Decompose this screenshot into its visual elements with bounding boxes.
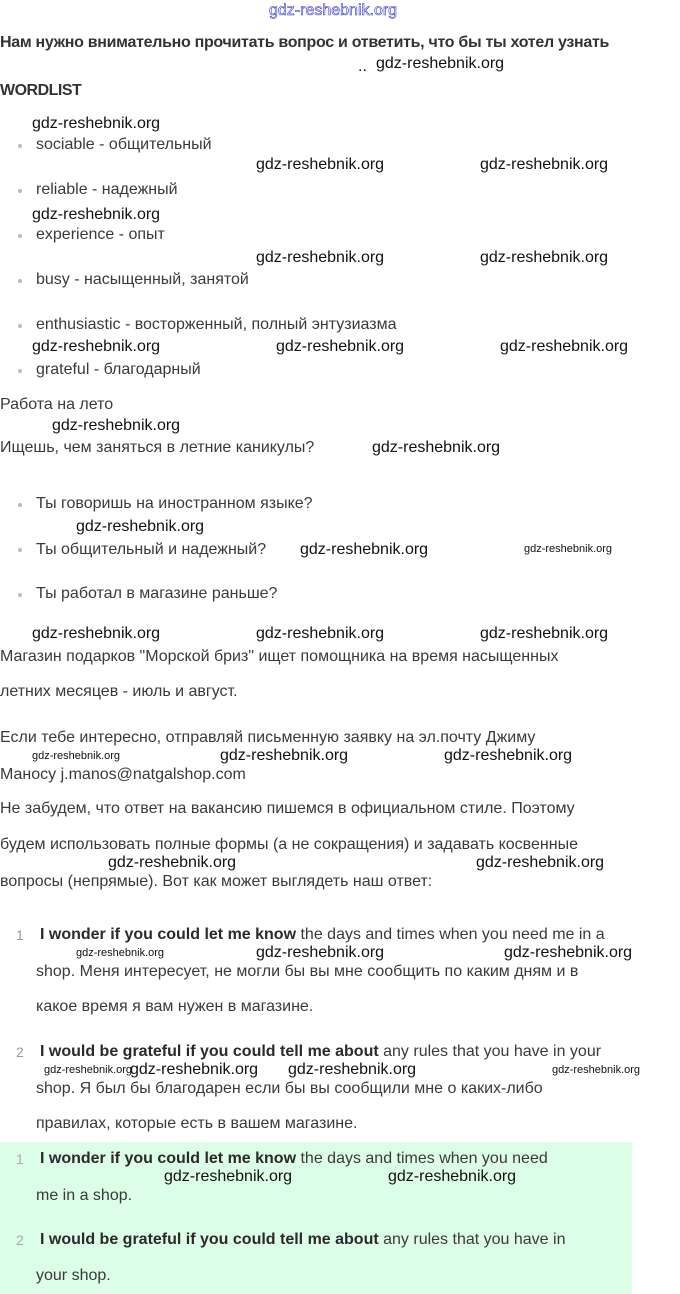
ad-paragraph-line: Магазин подарков "Морской бриз" ищет помощника на время насыщенных	[0, 648, 559, 665]
watermark: gdz-reshebnik.org	[372, 439, 501, 456]
watermark: gdz-reshebnik.org	[500, 338, 629, 355]
list-item: Ты работал в магазине раньше?	[36, 585, 278, 602]
answer-text: any rules that you have in your	[378, 1043, 602, 1060]
item-number: 2	[16, 1044, 24, 1060]
watermark: gdz-reshebnik.org	[476, 854, 605, 871]
answer-phrase: I wonder if you could let me know	[40, 926, 297, 943]
answer-phrase: I would be grateful if you could tell me about	[40, 1231, 379, 1248]
heading-continuation: ..	[358, 58, 367, 75]
answer-text: me in a shop.	[36, 1187, 133, 1204]
ad-paragraph-line: летних месяцев - июль и август.	[0, 683, 238, 700]
ad-paragraph-line: Если тебе интересно, отправляй письменную заявку на эл.почту Джиму	[0, 729, 536, 746]
bullet-icon	[18, 144, 22, 148]
watermark: gdz-reshebnik.org	[32, 338, 161, 355]
item-number: 1	[16, 1151, 24, 1167]
answer-text: правилах, которые есть в вашем магазине.	[36, 1115, 358, 1132]
answer-text: shop. Я был бы благодарен если бы вы сообщили мне о каких-либо	[36, 1080, 543, 1097]
watermark: gdz-reshebnik.org	[164, 1168, 293, 1185]
watermark: gdz-reshebnik.org	[76, 947, 165, 959]
watermark: gdz-reshebnik.org	[220, 747, 349, 764]
answer-phrase: I would be grateful if you could tell me about	[40, 1043, 379, 1060]
watermark: gdz-reshebnik.org	[480, 249, 609, 266]
watermark: gdz-reshebnik.org	[44, 1064, 133, 1076]
answer-text: the days and times when you need	[296, 1150, 548, 1167]
explanation-line: будем использовать полные формы (а не сокращения) и задавать косвенные	[0, 836, 578, 853]
watermark: gdz-reshebnik.org	[276, 338, 405, 355]
bullet-icon	[18, 548, 22, 552]
bullet-icon	[18, 234, 22, 238]
watermark: gdz-reshebnik.org	[256, 156, 385, 173]
wordlist-title: WORDLIST	[0, 82, 82, 99]
ad-title: Работа на лето	[0, 396, 114, 413]
bullet-icon	[18, 369, 22, 373]
answer-text: your shop.	[36, 1267, 111, 1284]
item-number: 1	[16, 927, 24, 943]
bullet-icon	[18, 279, 22, 283]
answer-text: any rules that you have in	[378, 1231, 566, 1248]
watermark: gdz-reshebnik.org	[300, 541, 429, 558]
watermark: gdz-reshebnik.org	[376, 55, 505, 72]
list-item: grateful - благодарный	[36, 361, 201, 378]
list-item: Ты общительный и надежный?	[36, 541, 267, 558]
watermark: gdz-reshebnik.org	[288, 1061, 417, 1078]
explanation-line: вопросы (непрямые). Вот как может выглядеть наш ответ:	[0, 873, 433, 890]
watermark: gdz-reshebnik.org	[32, 206, 161, 223]
ad-question: Ищешь, чем заняться в летние каникулы?	[0, 439, 315, 456]
watermark: gdz-reshebnik.org	[108, 854, 237, 871]
list-item: experience - опыт	[36, 226, 165, 243]
watermark: gdz-reshebnik.org	[32, 625, 161, 642]
watermark: gdz-reshebnik.org	[256, 944, 385, 961]
watermark: gdz-reshebnik.org	[388, 1168, 517, 1185]
watermark: gdz-reshebnik.org	[504, 944, 633, 961]
list-item: Ты говоришь на иностранном языке?	[36, 495, 313, 512]
watermark: gdz-reshebnik.org	[524, 543, 613, 555]
list-item: busy - насыщенный, занятой	[36, 271, 249, 288]
ad-paragraph-line: Маносу j.manos@natgalshop.com	[0, 766, 246, 783]
watermark: gdz-reshebnik.org	[256, 249, 385, 266]
list-item: enthusiastic - восторженный, полный энтузиазма	[36, 316, 397, 333]
bullet-icon	[18, 503, 22, 507]
watermark: gdz-reshebnik.org	[32, 750, 121, 762]
answer-text: shop. Меня интересует, не могли бы вы мне сообщить по каким дням и в	[36, 963, 579, 980]
watermark: gdz-reshebnik.org	[52, 417, 181, 434]
watermark: gdz-reshebnik.org	[76, 518, 205, 535]
bullet-icon	[18, 593, 22, 597]
answer-text: the days and times when you need me in a	[296, 926, 605, 943]
list-item: sociable - общительный	[36, 136, 212, 153]
watermark: gdz-reshebnik.org	[32, 115, 161, 132]
watermark: gdz-reshebnik.org	[444, 747, 573, 764]
item-number: 2	[16, 1232, 24, 1248]
answer-text: какое время я вам нужен в магазине.	[36, 998, 314, 1015]
explanation-line: Не забудем, что ответ на вакансию пишемся в официальном стиле. Поэтому	[0, 800, 575, 817]
watermark: gdz-reshebnik.org	[552, 1064, 641, 1076]
list-item: reliable - надежный	[36, 181, 178, 198]
watermark-top: gdz-reshebnik.org	[269, 2, 398, 19]
bullet-icon	[18, 189, 22, 193]
watermark: gdz-reshebnik.org	[480, 156, 609, 173]
answer-phrase: I wonder if you could let me know	[40, 1150, 297, 1167]
bullet-icon	[18, 324, 22, 328]
page-heading: Нам нужно внимательно прочитать вопрос и ответить, что бы ты хотел узнать	[0, 34, 610, 51]
watermark: gdz-reshebnik.org	[480, 625, 609, 642]
watermark: gdz-reshebnik.org	[256, 625, 385, 642]
watermark: gdz-reshebnik.org	[130, 1061, 259, 1078]
